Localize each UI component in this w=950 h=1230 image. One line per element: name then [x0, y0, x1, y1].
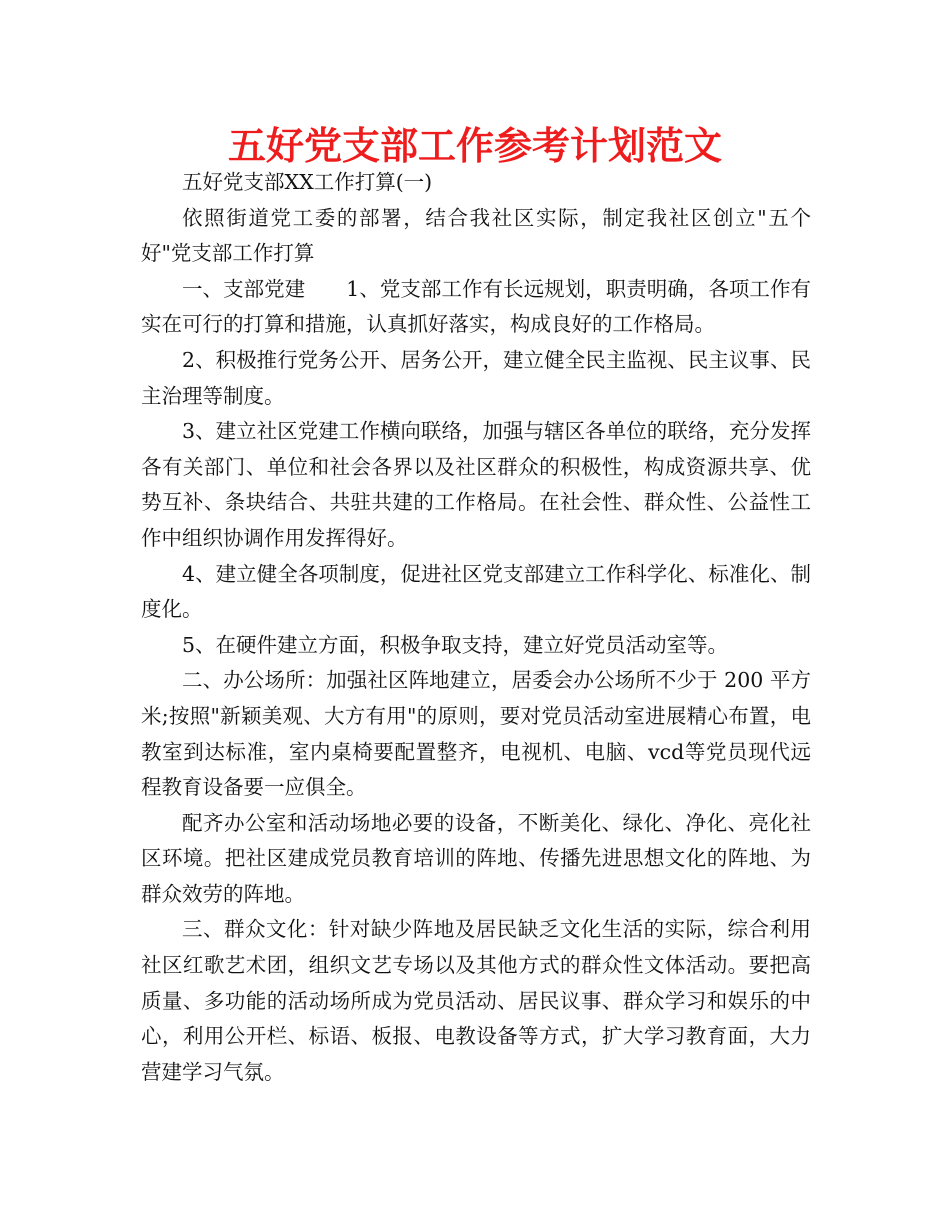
section-party-building-item-5: 5、在硬件建立方面，积极争取支持，建立好党员活动室等。: [182, 632, 729, 657]
section-party-building-item-2: 2、积极推行党务公开、居务公开，建立健全民主监视、民主议事、民主治理等制度。: [141, 347, 811, 408]
section-party-building-item-4: 4、建立健全各项制度，促进社区党支部建立工作科学化、标准化、制度化。: [141, 561, 811, 622]
document-body: [141, 165, 811, 1090]
document-title: 五好党支部工作参考计划范文: [227, 123, 722, 168]
section-party-building-item-3: 3、建立社区党建工作横向联络，加强与辖区各单位的联络，充分发挥各有关部门、单位和社会各界以及社区群众的积极性，构成资源共享、优势互补、条块结合、共驻共建的工作格局。在社会性、群众性、公益性工作中组织协调作用发挥得好。: [141, 419, 811, 550]
section-party-building-item-1: 一、支部党建 1、党支部工作有长远规划，职责明确，各项工作有实在可行的打算和措施，认真抓好落实，构成良好的工作格局。: [141, 276, 811, 337]
section-office-space: 二、办公场所：加强社区阵地建立，居委会办公场所不少于 200 平方米;按照"新颖美观、大方有用"的原则，要对党员活动室进展精心布置，电教室到达标准，室内桌椅要配置整齐，电视机、电脑、vcd等党员现代远程教育设备要一应俱全。: [141, 668, 811, 800]
section-mass-culture: 三、群众文化：针对缺少阵地及居民缺乏文化生活的实际，综合利用社区红歌艺术团，组织文艺专场以及其他方式的群众性文体活动。要把高质量、多功能的活动场所成为党员活动、居民议事、群众学习和娱乐的中心，利用公开栏、标语、板报、电教设备等方式，扩大学习教育面，大力营建学习气氛。: [141, 917, 811, 1084]
intro-paragraph: 依照街道党工委的部署，结合我社区实际，制定我社区创立"五个好"党支部工作打算: [141, 205, 811, 266]
office-equipment-paragraph: 配齐办公室和活动场地必要的设备，不断美化、绿化、净化、亮化社区环境。把社区建成党员教育培训的阵地、传播先进思想文化的阵地、为群众效劳的阵地。: [141, 810, 811, 906]
plan-subtitle: 五好党支部XX工作打算(一): [182, 170, 433, 194]
